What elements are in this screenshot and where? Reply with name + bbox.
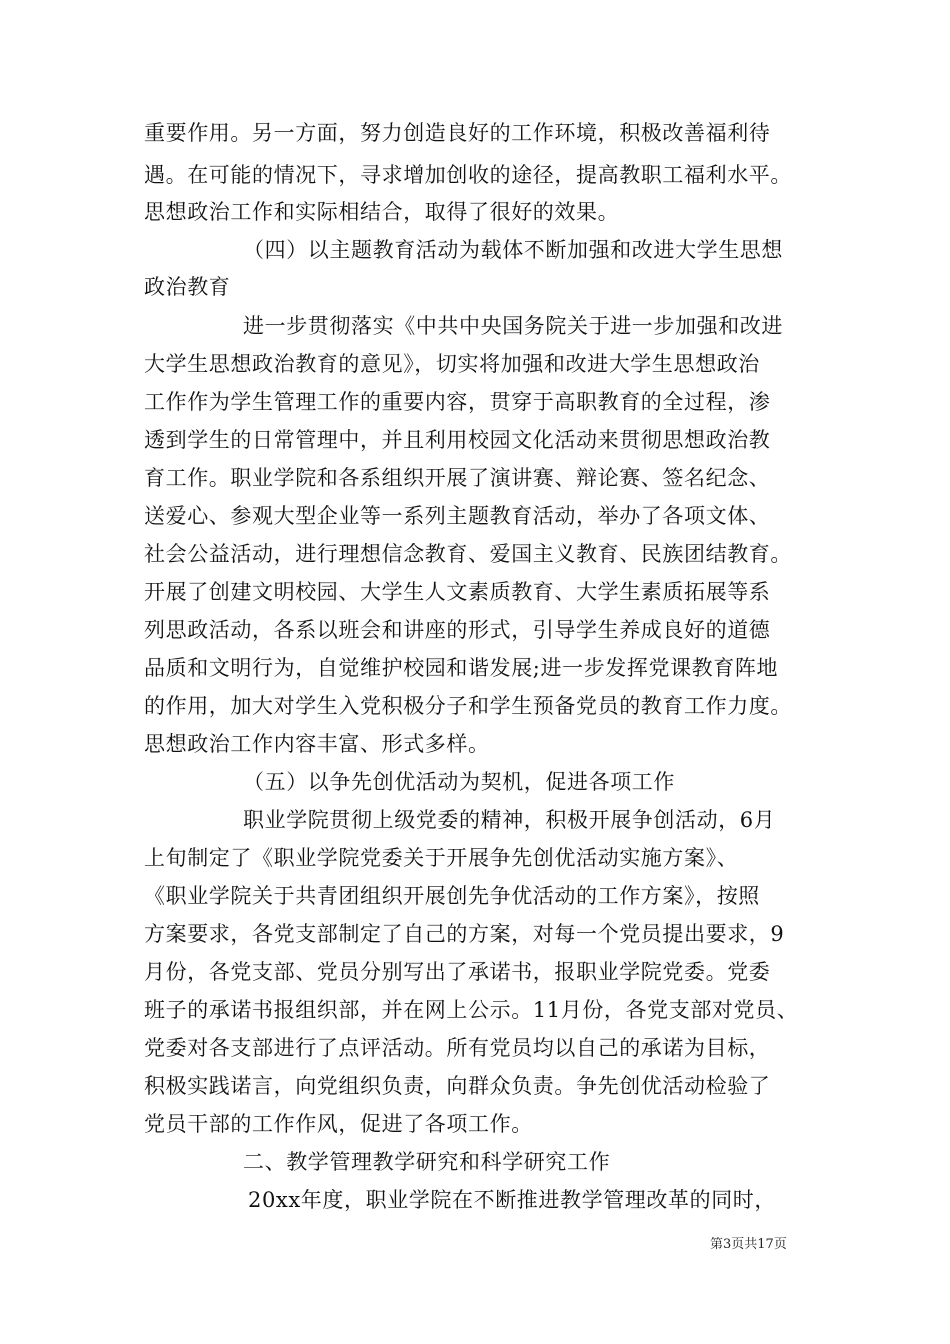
body-line: 20xx年度，职业学院在不断推进教学管理改革的同时，: [248, 1188, 777, 1212]
page-number-footer: 第3页共17页: [710, 1237, 787, 1252]
body-line: 上旬制定了《职业学院党委关于开展争先创优活动实施方案》、: [144, 846, 739, 870]
body-line: 大学生思想政治教育的意见》，切实将加强和改进大学生思想政治: [144, 352, 760, 376]
body-line: 积极实践诺言，向党组织负责，向群众负责。争先创优活动检验了: [144, 1074, 771, 1098]
body-line: 思想政治工作内容丰富、形式多样。: [144, 732, 490, 756]
body-line: 党员干部的工作作风，促进了各项工作。: [144, 1112, 533, 1136]
body-line: 《职业学院关于共青团组织开展创先争优活动的工作方案》，按照: [144, 884, 760, 908]
body-line: 思想政治工作和实际相结合，取得了很好的效果。: [144, 200, 620, 224]
body-line: 列思政活动，各系以班会和讲座的形式，引导学生养成良好的道德: [144, 618, 771, 642]
body-line: 品质和文明行为，自觉维护校园和谐发展;进一步发挥党课教育阵地: [144, 656, 779, 680]
body-line: 社会公益活动，进行理想信念教育、爱国主义教育、民族团结教育。: [144, 542, 792, 566]
body-line: 送爱心、参观大型企业等一系列主题教育活动，举办了各项文体、: [144, 504, 771, 528]
body-line: 班子的承诺书报组织部，并在网上公示。11月份，各党支部对党员、: [144, 998, 799, 1022]
section-heading: （五）以争先创优活动为契机，促进各项工作: [243, 770, 675, 794]
section-heading: （四）以主题教育活动为载体不断加强和改进大学生思想: [243, 238, 783, 262]
body-line: 进一步贯彻落实《中共中央国务院关于进一步加强和改进: [243, 314, 783, 338]
body-line: 工作作为学生管理工作的重要内容，贯穿于高职教育的全过程，渗: [144, 390, 771, 414]
body-line: 方案要求，各党支部制定了自己的方案，对每一个党员提出要求，9: [144, 922, 785, 946]
body-line: 的作用，加大对学生入党积极分子和学生预备党员的教育工作力度。: [144, 694, 792, 718]
section-heading: 二、教学管理教学研究和科学研究工作: [243, 1150, 611, 1174]
section-heading: 政治教育: [144, 275, 231, 299]
body-line: 职业学院贯彻上级党委的精神，积极开展争创活动，6月: [243, 808, 776, 832]
body-line: 透到学生的日常管理中，并且利用校园文化活动来贯彻思想政治教: [144, 428, 771, 452]
body-line: 党委对各支部进行了点评活动。所有党员均以自己的承诺为目标，: [144, 1036, 771, 1060]
body-line: 遇。在可能的情况下，寻求增加创收的途径，提高教职工福利水平。: [144, 163, 792, 187]
body-line: 育工作。职业学院和各系组织开展了演讲赛、辩论赛、签名纪念、: [144, 466, 771, 490]
body-line: 开展了创建文明校园、大学生人文素质教育、大学生素质拓展等系: [144, 580, 771, 604]
body-line: 月份，各党支部、党员分别写出了承诺书，报职业学院党委。党委: [144, 960, 771, 984]
body-line: 重要作用。另一方面，努力创造良好的工作环境，积极改善福利待: [144, 121, 771, 145]
